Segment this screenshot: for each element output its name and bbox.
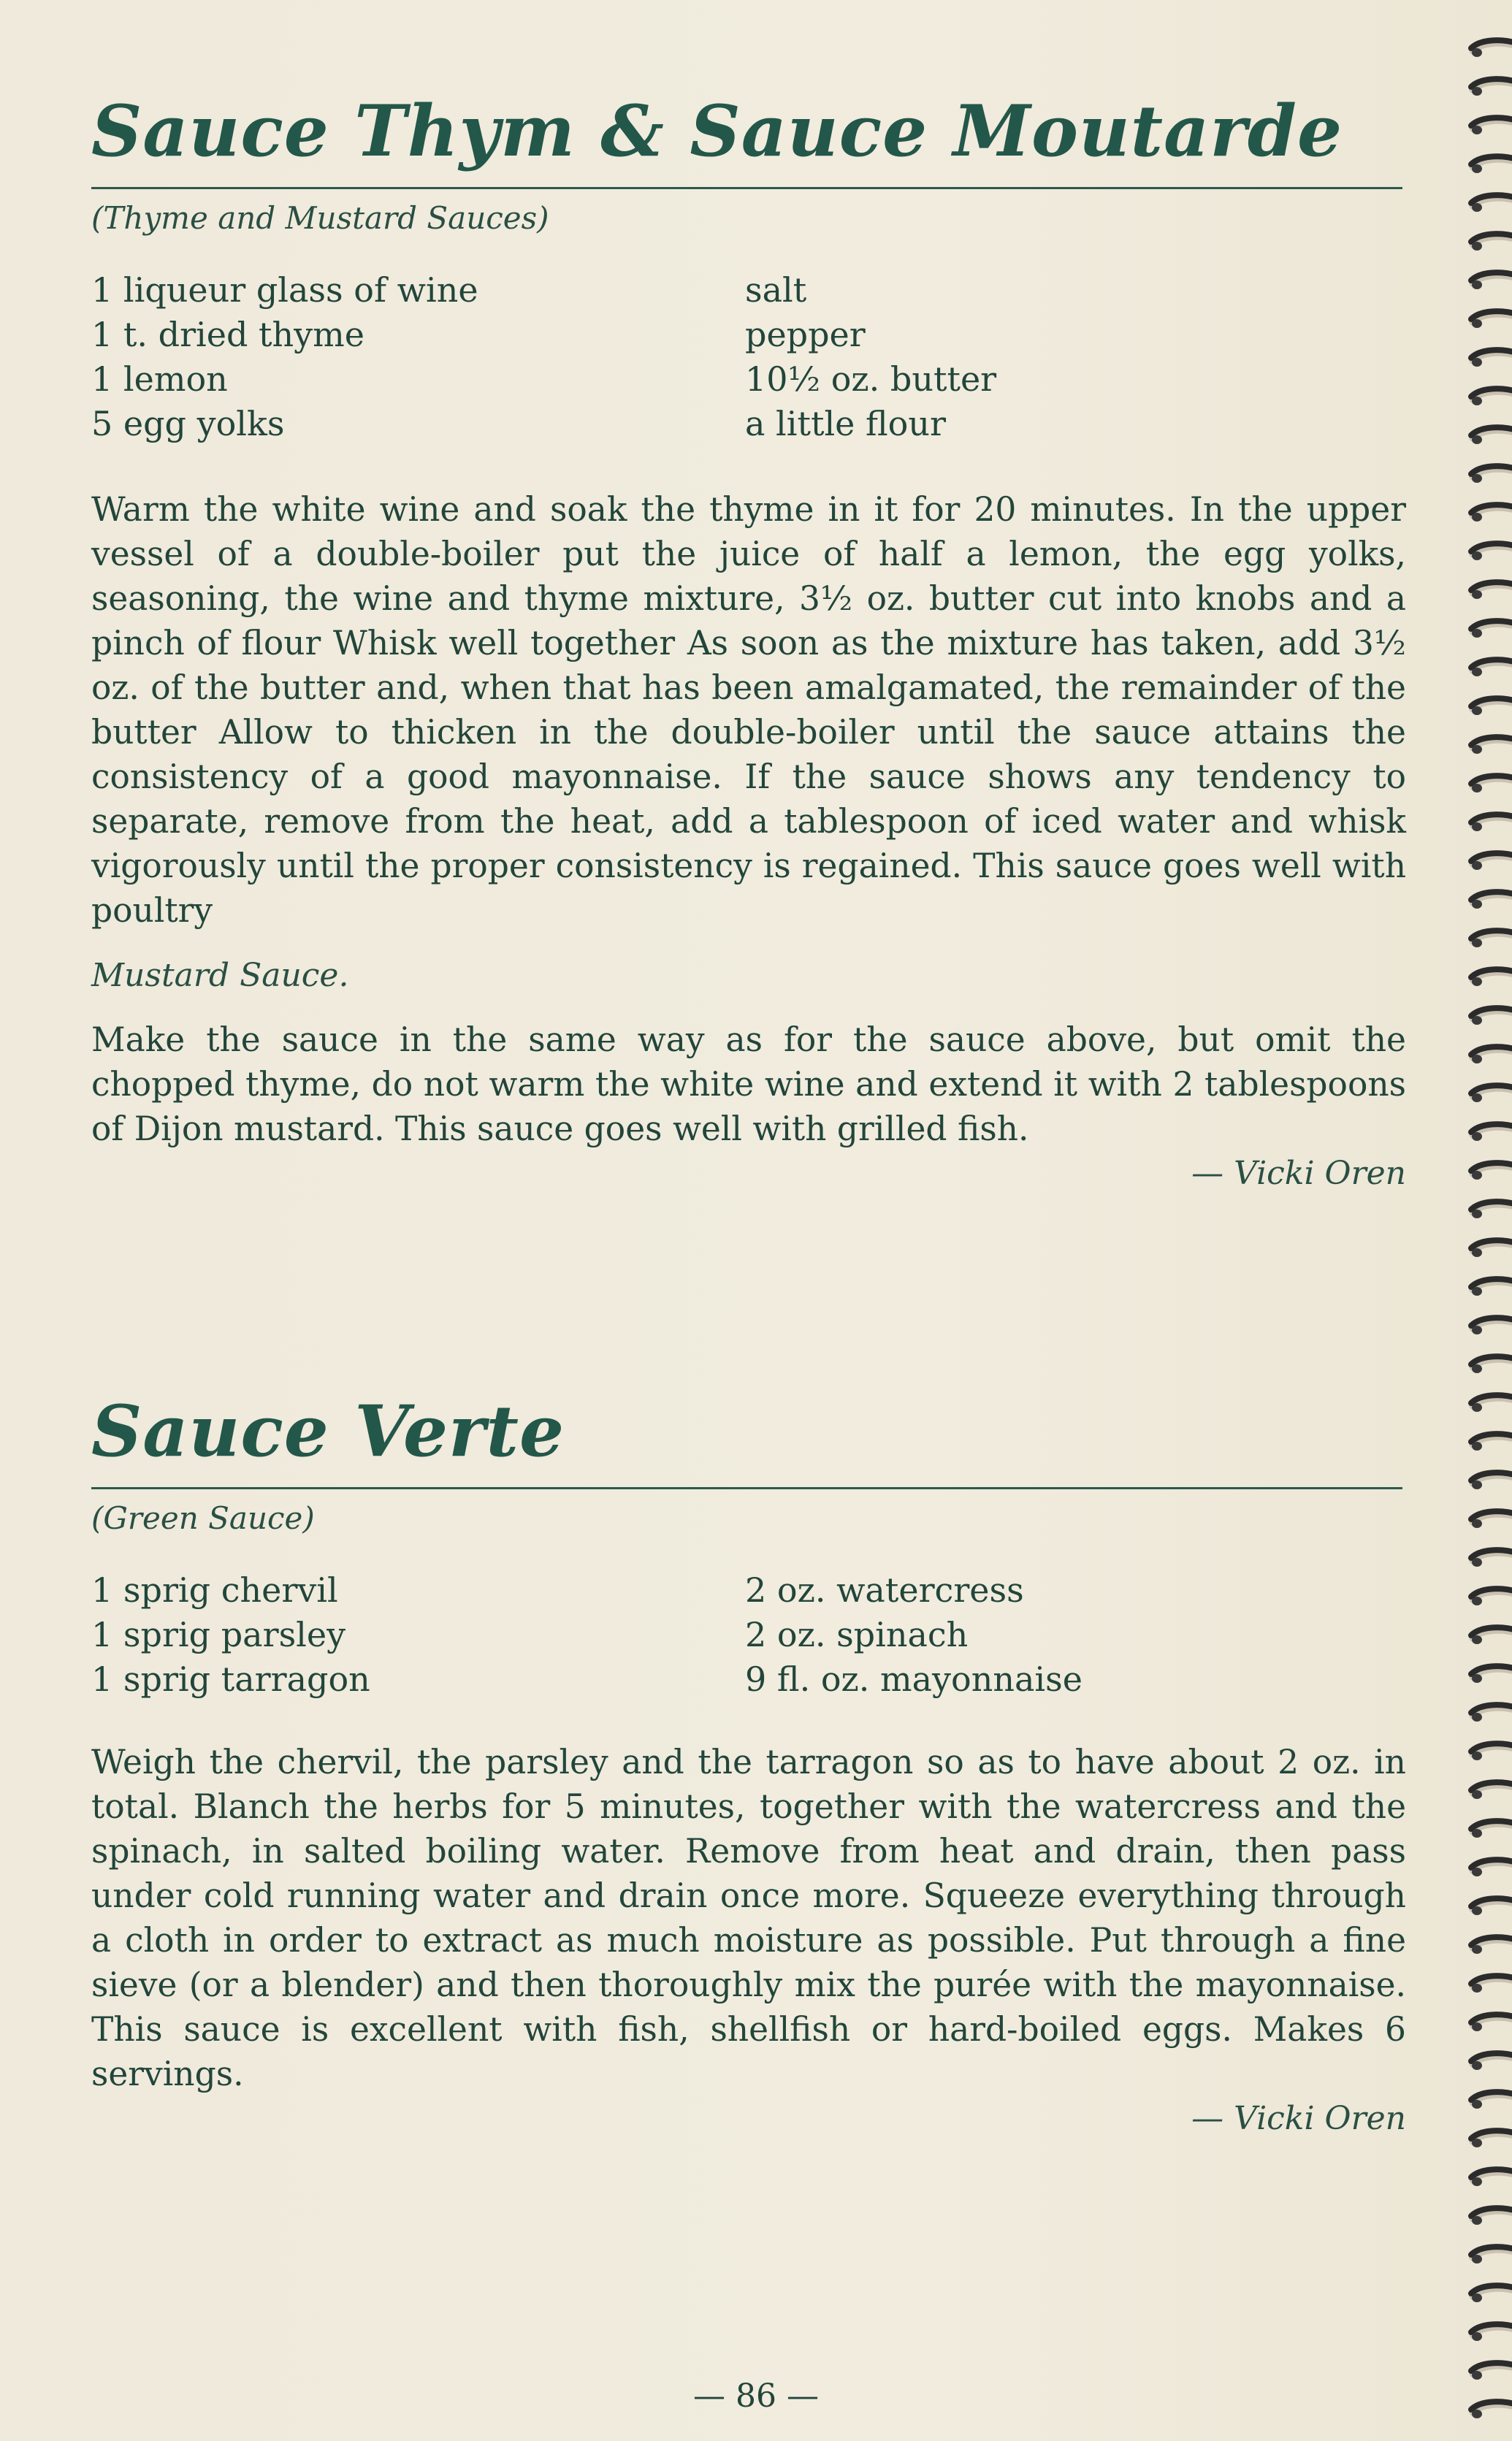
recipe-subtitle: (Thyme and Mustard Sauces) xyxy=(91,200,549,236)
binding-coil-icon xyxy=(1467,540,1512,565)
binding-coil-icon xyxy=(1467,772,1512,797)
binding-coil-icon xyxy=(1467,37,1512,61)
ingredient-item: 1 sprig parsley xyxy=(91,1615,346,1654)
ingredient-column-left xyxy=(91,268,745,446)
binding-coil-icon xyxy=(1467,2204,1512,2229)
binding-coil-icon xyxy=(1467,1624,1512,1649)
binding-coil-icon xyxy=(1467,2243,1512,2268)
ingredient-list xyxy=(91,268,1406,446)
binding-coil-icon xyxy=(1467,1740,1512,1765)
binding-coil-icon xyxy=(1467,191,1512,216)
ingredient-item: 5 egg yolks xyxy=(91,404,285,443)
ingredient-item: 1 sprig tarragon xyxy=(91,1659,370,1699)
ingredient-item: 9 fl. oz. mayonnaise xyxy=(745,1659,1083,1699)
binding-coil-icon xyxy=(1467,1391,1512,1416)
binding-coil-icon xyxy=(1467,1120,1512,1145)
binding-coil-icon xyxy=(1467,501,1512,526)
title-divider xyxy=(91,187,1402,189)
spiral-binding xyxy=(1454,22,1512,2425)
ingredient-item: a little flour xyxy=(745,404,946,443)
recipe-title: Sauce Verte xyxy=(91,1390,565,1472)
binding-coil-icon xyxy=(1467,1469,1512,1494)
ingredient-item: 1 lemon xyxy=(91,359,228,399)
recipe-green-sauce xyxy=(91,1388,1406,2140)
binding-coil-icon xyxy=(1467,1817,1512,1842)
binding-coil-icon xyxy=(1467,1275,1512,1300)
binding-coil-icon xyxy=(1467,2050,1512,2074)
ingredient-column-right xyxy=(745,1568,1402,1702)
recipe-instructions: Weigh the chervil, the parsley and the tarragon so as to have about 2 oz. in total. Blanch the herbs for 5 minutes, together with the watercress and the spinach, in salted boiling water. Remove from heat and drain, then pass under cold running water and drain once more. Squeeze everything through a cloth in order to extract as much moisture as possible. Put through a fine sieve (or a blender) and then thoroughly mix the purée with the mayonnaise. This sauce is excellent with fish, shellfish or hard-boiled eggs. Makes 6 servings. xyxy=(91,1743,1406,2093)
binding-coil-icon xyxy=(1467,966,1512,990)
title-divider xyxy=(91,1487,1402,1489)
binding-coil-icon xyxy=(1467,1895,1512,1919)
binding-coil-icon xyxy=(1467,695,1512,719)
binding-coil-icon xyxy=(1467,1972,1512,1997)
binding-coil-icon xyxy=(1467,1159,1512,1184)
binding-coil-icon xyxy=(1467,2166,1512,2190)
binding-coil-icon xyxy=(1467,1585,1512,1610)
binding-coil-icon xyxy=(1467,307,1512,332)
binding-coil-icon xyxy=(1467,1508,1512,1532)
binding-coil-icon xyxy=(1467,1662,1512,1687)
binding-coil-icon xyxy=(1467,2359,1512,2384)
ingredient-item: 1 t. dried thyme xyxy=(91,315,364,354)
ingredient-column-left xyxy=(91,1568,745,1702)
ingredient-item: 1 sprig chervil xyxy=(91,1570,338,1610)
binding-coil-icon xyxy=(1467,424,1512,448)
binding-coil-icon xyxy=(1467,1933,1512,1958)
binding-coil-icon xyxy=(1467,1546,1512,1571)
ingredient-item: 1 liqueur glass of wine xyxy=(91,270,478,310)
ingredient-column-right xyxy=(745,268,1402,446)
binding-coil-icon xyxy=(1467,230,1512,255)
ingredient-list xyxy=(91,1568,1406,1702)
binding-coil-icon xyxy=(1467,849,1512,874)
binding-coil-icon xyxy=(1467,2011,1512,2036)
ingredient-item: salt xyxy=(745,270,807,310)
ingredient-item: 2 oz. watercress xyxy=(745,1570,1024,1610)
page-number: — 86 — xyxy=(693,2377,819,2415)
binding-coil-icon xyxy=(1467,1198,1512,1223)
binding-coil-icon xyxy=(1467,2088,1512,2113)
ingredient-item: pepper xyxy=(745,315,866,354)
binding-coil-icon xyxy=(1467,75,1512,100)
recipe-thyme-mustard xyxy=(91,88,1406,1195)
binding-coil-icon xyxy=(1467,114,1512,139)
variation-instructions: Make the sauce in the same way as for the sauce above, but omit the chopped thyme, do not warm the white wine and extend it with 2 tablespoons of Dijon mustard. This sauce goes well with grilled fish. xyxy=(91,1020,1406,1148)
binding-coil-icon xyxy=(1467,1701,1512,1726)
recipe-author: — Vicki Oren xyxy=(1191,2100,1406,2137)
binding-coil-icon xyxy=(1467,385,1512,410)
variation-heading: Mustard Sauce. xyxy=(91,957,349,994)
binding-coil-icon xyxy=(1467,888,1512,913)
binding-coil-icon xyxy=(1467,2320,1512,2345)
ingredient-item: 10½ oz. butter xyxy=(745,359,997,399)
binding-coil-icon xyxy=(1467,1043,1512,1068)
binding-coil-icon xyxy=(1467,1430,1512,1455)
binding-coil-icon xyxy=(1467,2398,1512,2423)
ingredient-item: 2 oz. spinach xyxy=(745,1615,969,1654)
binding-coil-icon xyxy=(1467,1314,1512,1339)
binding-coil-icon xyxy=(1467,617,1512,642)
binding-coil-icon xyxy=(1467,1237,1512,1261)
binding-coil-icon xyxy=(1467,2282,1512,2307)
binding-coil-icon xyxy=(1467,811,1512,836)
binding-coil-icon xyxy=(1467,346,1512,371)
binding-coil-icon xyxy=(1467,2127,1512,2152)
binding-coil-icon xyxy=(1467,1856,1512,1881)
recipe-author: — Vicki Oren xyxy=(1191,1155,1406,1192)
binding-coil-icon xyxy=(1467,153,1512,177)
binding-coil-icon xyxy=(1467,1779,1512,1803)
binding-coil-icon xyxy=(1467,733,1512,758)
binding-coil-icon xyxy=(1467,927,1512,952)
binding-coil-icon xyxy=(1467,462,1512,487)
recipe-instructions: Warm the white wine and soak the thyme in it for 20 minutes. In the upper vessel of a double-boiler put the juice of half a lemon, the egg yolks, seasoning, the wine and thyme mixture, 3½ oz. butter cut into knobs and a pinch of flour Whisk well together As soon as the mixture has taken, add 3½ oz. of the butter and, when that has been amalgamated, the remainder of the butter Allow to thicken in the double-boiler until the sauce attains the consistency of a good mayonnaise. If the sauce shows any tendency to separate, remove from the heat, add a tablespoon of iced water and whisk vigorously until the proper consistency is regained. This sauce goes well with poultry xyxy=(91,490,1406,930)
recipe-title: Sauce Thym & Sauce Moutarde xyxy=(91,90,1343,172)
binding-coil-icon xyxy=(1467,1004,1512,1029)
binding-coil-icon xyxy=(1467,1353,1512,1378)
binding-coil-icon xyxy=(1467,1082,1512,1107)
binding-coil-icon xyxy=(1467,269,1512,294)
recipe-subtitle: (Green Sauce) xyxy=(91,1500,315,1536)
binding-coil-icon xyxy=(1467,656,1512,681)
binding-coil-icon xyxy=(1467,578,1512,603)
